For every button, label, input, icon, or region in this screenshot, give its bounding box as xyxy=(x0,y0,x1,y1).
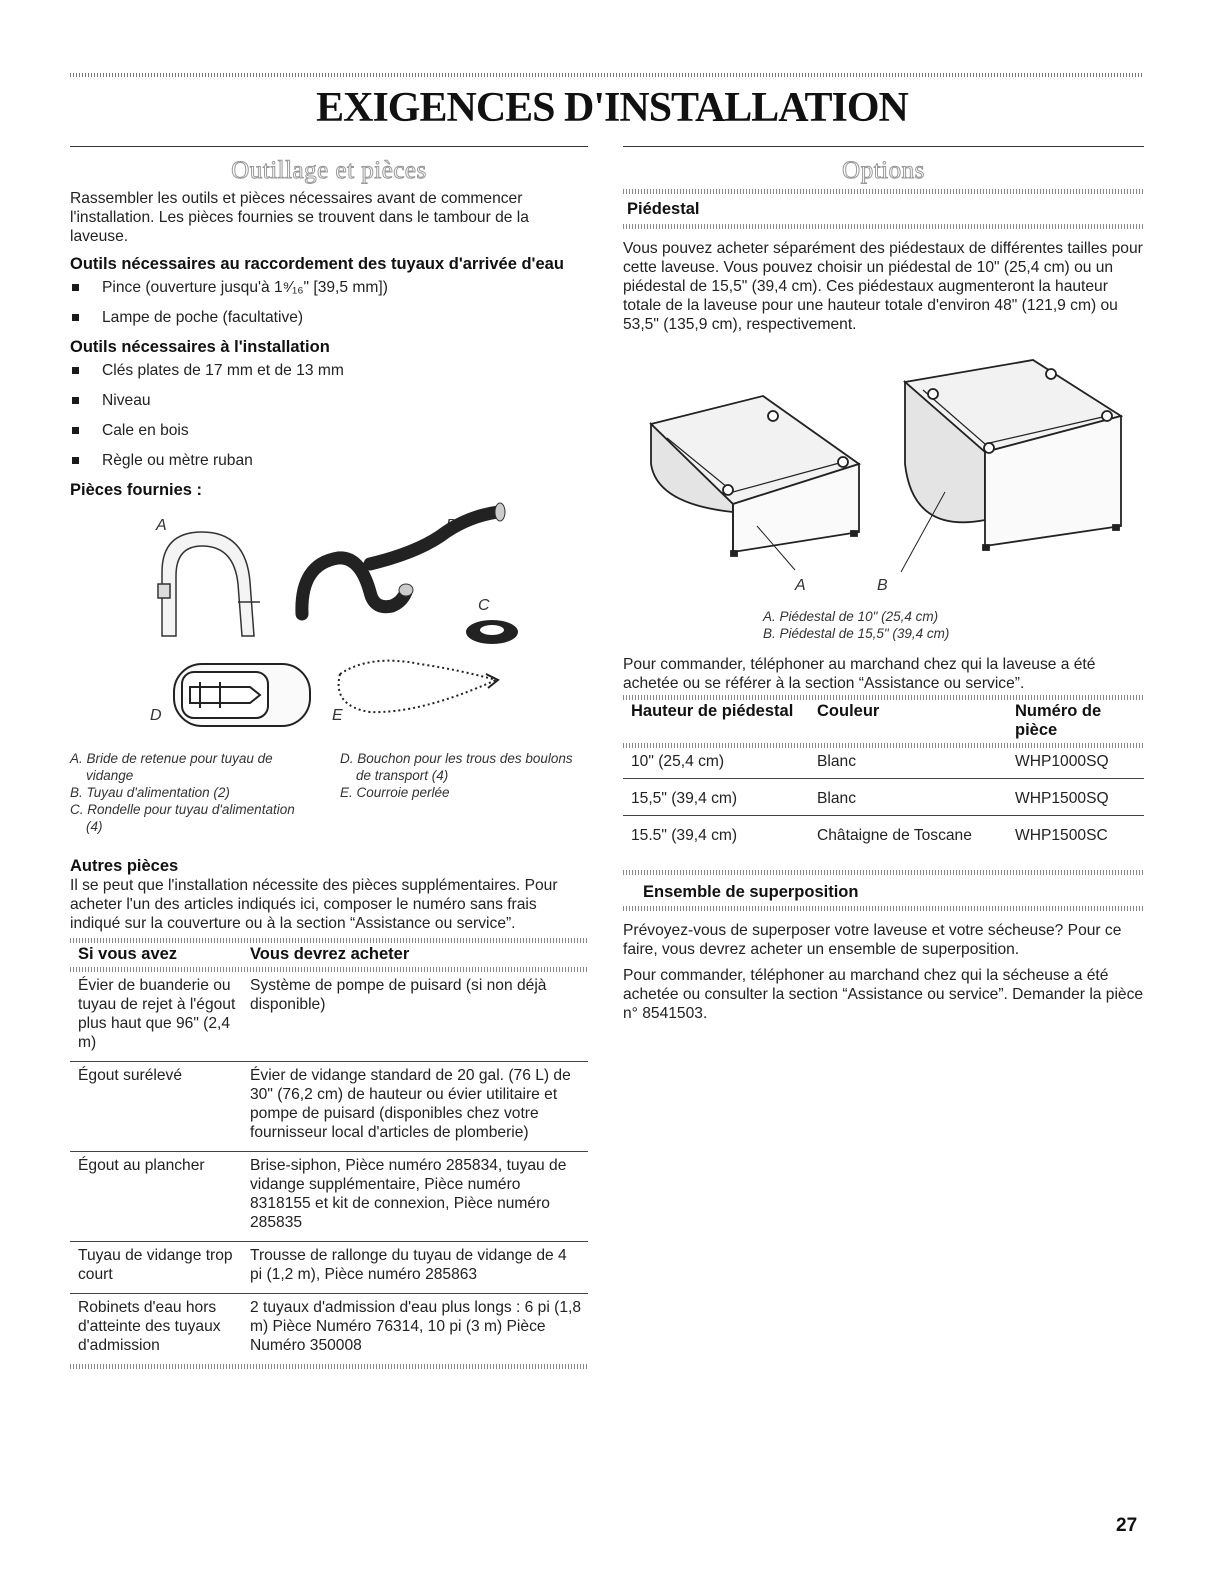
letter-c: C xyxy=(478,597,490,614)
title-top-divider xyxy=(70,73,1144,77)
caption-c: C. Rondelle pour tuyau d'alimentation (4) xyxy=(70,802,295,834)
table-cell: WHP1000SQ xyxy=(1007,748,1144,779)
list-item: Lampe de poche (facultative) xyxy=(70,308,588,327)
tools-install-heading: Outils nécessaires à l'installation xyxy=(70,338,330,356)
inlet-hose-icon xyxy=(302,503,505,614)
table-row xyxy=(70,1294,588,1365)
section-divider xyxy=(623,146,1144,147)
other-parts-text: Il se peut que l'installation nécessite des pièces supplémentaires. Pour acheter l'un des articles indiqués ici, composer le numéro sans frais indiqué sur la couverture ou à la section “Assistance ou service”. xyxy=(70,877,558,932)
table-cell: WHP1500SC xyxy=(1015,827,1108,844)
stack-kit-text: Prévoyez-vous de superposer votre laveuse et votre sécheuse? Pour ce faire, vous devrez acheter un ensemble de superposition. xyxy=(623,922,1122,958)
table-row xyxy=(623,816,1144,855)
tools-water-list xyxy=(70,278,588,327)
column-header: Si vous avez xyxy=(78,945,178,963)
stack-top-divider xyxy=(623,870,1144,875)
letter-a: A xyxy=(795,577,806,594)
table-cell: 15.5" (39,4 cm) xyxy=(631,827,738,844)
letter-d: D xyxy=(150,707,162,724)
column-header: Numéro de pièce xyxy=(1015,702,1102,739)
table-cell: 10" (25,4 cm) xyxy=(623,748,809,779)
table-cell: Égout surélevé xyxy=(70,1062,242,1152)
caption-b: B. Piédestal de 15,5" (39,4 cm) xyxy=(763,626,950,641)
pedestal-15in-icon xyxy=(905,360,1121,550)
caption-a: A. Bride de retenue pour tuyau de vidange xyxy=(70,751,273,783)
pedestals-illustration xyxy=(623,344,1144,604)
table-cell: Évier de buanderie ou tuyau de rejet à l'égout plus haut que 96" (2,4 m) xyxy=(70,972,242,1062)
pedestal-top-divider xyxy=(623,189,1144,194)
tools-install-list xyxy=(70,361,588,470)
table-row xyxy=(70,1062,588,1152)
pedestal-bottom-divider xyxy=(623,224,1144,229)
table-bottom-divider xyxy=(70,1364,588,1369)
pedestal-table xyxy=(623,700,1144,854)
list-item: Règle ou mètre ruban xyxy=(70,451,588,470)
order-text: Pour commander, téléphoner au marchand chez qui la laveuse a été achetée ou se référer à la section “Assistance ou service”. xyxy=(623,656,1096,692)
drain-hose-clamp-icon xyxy=(158,532,260,636)
list-item: Clés plates de 17 mm et de 13 mm xyxy=(70,361,588,380)
caption-d: D. Bouchon pour les trous des boulons de transport (4) xyxy=(340,751,573,783)
letter-b: B xyxy=(877,577,888,594)
table-cell: Trousse de rallonge du tuyau de vidange de 4 pi (1,2 m), Pièce numéro 285863 xyxy=(242,1242,588,1294)
parts-captions xyxy=(70,750,588,835)
table-cell: Blanc xyxy=(809,748,1007,779)
tools-and-parts-column xyxy=(70,146,588,1369)
pedestal-10in-icon xyxy=(651,396,859,556)
table-cell: Robinets d'eau hors d'atteinte des tuyaux d'admission xyxy=(78,1299,221,1354)
options-column xyxy=(623,146,1144,1023)
tools-water-heading: Outils nécessaires au raccordement des tuyaux d'arrivée d'eau xyxy=(70,255,564,273)
pedestal-heading: Piédestal xyxy=(627,200,700,218)
hose-washer-icon xyxy=(466,620,518,644)
list-item: Cale en bois xyxy=(70,421,588,440)
table-header-row xyxy=(623,700,1144,743)
section-title-options: Options xyxy=(842,157,925,184)
caption-b: B. Tuyau d'alimentation (2) xyxy=(70,785,230,800)
letter-b: B xyxy=(446,517,457,534)
column-header: Vous devrez acheter xyxy=(250,945,410,963)
page-number: 27 xyxy=(1116,1515,1138,1536)
section-title-tools-parts: Outillage et pièces xyxy=(231,157,427,184)
letter-a: A xyxy=(156,517,167,534)
page-title: EXIGENCES D'INSTALLATION xyxy=(316,85,908,131)
table-cell: Blanc xyxy=(809,779,1007,816)
stack-kit-heading: Ensemble de superposition xyxy=(643,883,859,901)
table-cell: Égout au plancher xyxy=(70,1152,242,1242)
pedestal-captions xyxy=(623,608,1144,642)
table-row xyxy=(70,1242,588,1294)
list-item: Niveau xyxy=(70,391,588,410)
table-cell: Châtaigne de Toscane xyxy=(817,827,972,844)
table-cell: Brise-siphon, Pièce numéro 285834, tuyau de vidange supplémentaire, Pièce numéro 8318155 et kit de connexion, Pièce numéro 285835 xyxy=(242,1152,588,1242)
tools-intro: Rassembler les outils et pièces nécessaires avant de commencer l'installation. Les pièces fournies se trouvent dans le tambour de la laveuse. xyxy=(70,190,529,245)
stack-order-text: Pour commander, téléphoner au marchand chez qui la sécheuse a été achetée ou consulter la section “Assistance ou service”. Demander la pièce n° 8541503. xyxy=(623,967,1144,1022)
table-row xyxy=(623,779,1144,816)
table-cell: 2 tuyaux d'admission d'eau plus longs : 6 pi (1,8 m) Pièce Numéro 76314, 10 pi (3 m) Pièce Numéro 350008 xyxy=(250,1299,582,1354)
table-cell: 15,5" (39,4 cm) xyxy=(623,779,809,816)
supplied-parts-illustration xyxy=(70,502,588,742)
list-item: Pince (ouverture jusqu'à 1⁹⁄₁₆" [39,5 mm]) xyxy=(70,278,588,297)
section-divider xyxy=(70,146,588,147)
table-row xyxy=(70,972,588,1062)
other-parts-heading: Autres pièces xyxy=(70,857,179,875)
table-cell: Tuyau de vidange trop court xyxy=(70,1242,242,1294)
table-cell: Système de pompe de puisard (si non déjà disponible) xyxy=(242,972,588,1062)
other-parts-table xyxy=(70,943,588,1364)
column-header: Couleur xyxy=(817,702,880,720)
caption-a: A. Piédestal de 10" (25,4 cm) xyxy=(763,609,939,624)
parts-supplied-heading: Pièces fournies : xyxy=(70,481,203,499)
table-cell: WHP1500SQ xyxy=(1007,779,1144,816)
beaded-strap-icon xyxy=(339,661,498,712)
letter-e: E xyxy=(332,707,343,724)
column-header: Hauteur de piédestal xyxy=(631,702,794,720)
table-row xyxy=(623,748,1144,779)
table-header-row xyxy=(70,943,588,967)
pedestal-text: Vous pouvez acheter séparément des piédestaux de différentes tailles pour cette laveuse. Vous pouvez choisir un piédestal de 10" (25,4 cm) ou un piédestal de 15,5" (39,4 cm). Ces piédestaux augmenteront la hauteur totale de la laveuse pour une hauteur totale d'environ 48" (121,9 cm) ou 53,5" (135,9 cm), respectivement. xyxy=(623,240,1143,333)
stack-bottom-divider xyxy=(623,906,1144,911)
transport-bolt-plug-icon xyxy=(174,664,310,726)
table-row xyxy=(70,1152,588,1242)
caption-e: E. Courroie perlée xyxy=(340,785,450,800)
table-cell: Évier de vidange standard de 20 gal. (76 L) de 30" (76,2 cm) de hauteur ou évier utilitaire et pompe de puisard (disponibles chez votre fournisseur local d'articles de plomberie) xyxy=(242,1062,588,1152)
